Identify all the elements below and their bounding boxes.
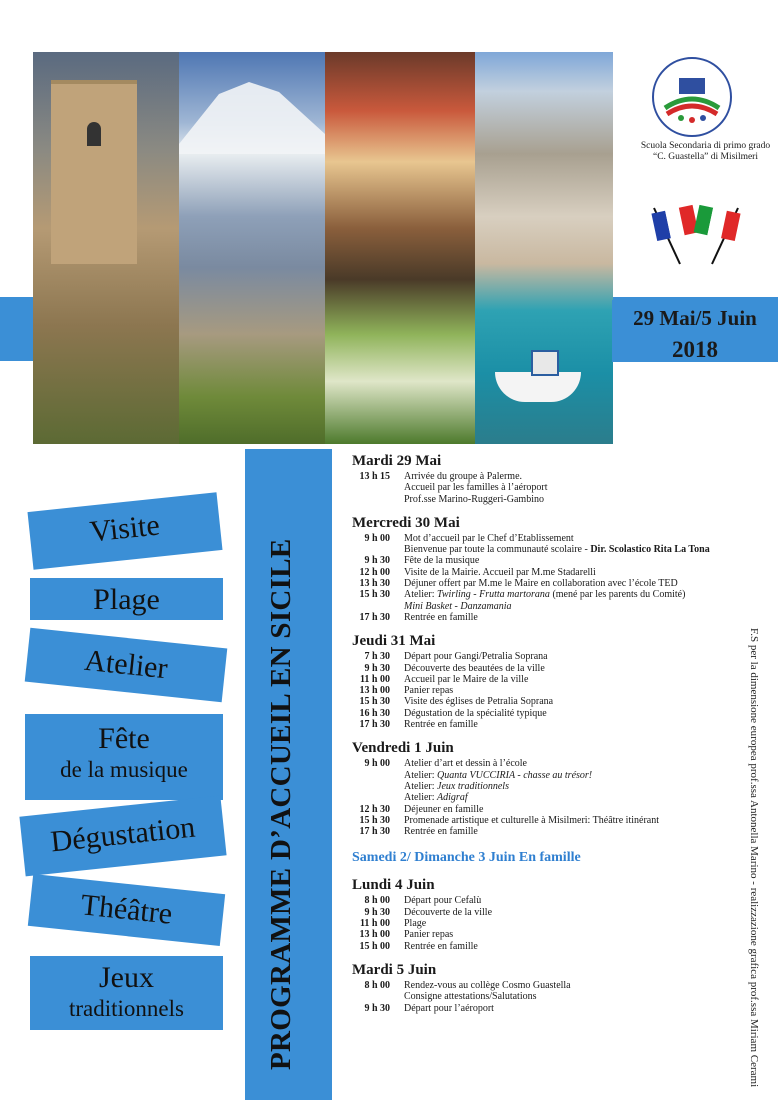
program-row: 16 h 30 Dégustation de la spécialité typique bbox=[359, 707, 547, 719]
day-title: Lundi 4 Juin bbox=[352, 877, 435, 894]
program-row: 9 h 30 Découverte des beautées de la ville bbox=[364, 662, 545, 674]
date-box bbox=[612, 300, 778, 362]
day-title: Jeudi 31 Mai bbox=[352, 633, 436, 650]
weekend-title: Samedi 2/ Dimanche 3 Juin En famille bbox=[352, 850, 581, 866]
program-row: 13 h 15 Arrivée du groupe à Palerme. bbox=[359, 471, 523, 482]
day-title: Vendredi 1 Juin bbox=[352, 740, 454, 757]
tag-visite: Visite bbox=[27, 492, 222, 570]
etna-photo bbox=[179, 52, 325, 444]
program-row: 9 h 30 Départ pour l’aéroport bbox=[364, 1002, 494, 1014]
program-row: Atelier: Adigraf bbox=[404, 792, 468, 804]
tag-degustation: Dégustation bbox=[19, 796, 226, 877]
program-row: 15 h 30 Promenade artistique et culturelle à Misilmeri: Théâtre itinérant bbox=[359, 814, 660, 826]
market-photo bbox=[325, 52, 475, 444]
program-row: Consigne attestations/Salutations bbox=[404, 991, 537, 1003]
program-row: 11 h 00 Plage bbox=[359, 918, 427, 930]
tag-jeux-big: Jeux bbox=[99, 961, 154, 994]
program-row: 12 h 00 Visite de la Mairie. Accueil par M.me Stadarelli bbox=[359, 566, 596, 578]
program-row: Atelier: Quanta VUCCIRIA - chasse au trésor! bbox=[404, 769, 593, 781]
program-row: 13 h 00 Panier repas bbox=[359, 685, 454, 697]
castle-photo bbox=[33, 52, 179, 444]
program-row: 9 h 00 Mot d’accueil par le Chef d’Etablissement bbox=[364, 532, 574, 544]
day-title: Mardi 5 Juin bbox=[352, 961, 437, 978]
mountain-shape bbox=[179, 74, 325, 154]
date-range: 29 Mai/5 Juin bbox=[633, 306, 757, 330]
program-row: 9 h 00 Atelier d’art et dessin à l’école bbox=[364, 758, 527, 770]
tag-jeux-small: traditionnels bbox=[69, 996, 184, 1021]
program-row: Atelier: Jeux traditionnels bbox=[404, 780, 509, 792]
tag-fete-small: de la musique bbox=[60, 757, 188, 782]
program-row: 17 h 30 Rentrée en famille bbox=[359, 826, 478, 838]
program-row: Prof.sse Marino-Ruggeri-Gambino bbox=[404, 493, 544, 505]
flags-icon bbox=[646, 202, 746, 266]
programme-title: PROGRAMME D’ACCUEIL EN SICILE bbox=[265, 538, 297, 1070]
program-row: Bienvenue par toute la communauté scolaire - Dir. Scolastico Rita La Tona bbox=[404, 544, 710, 556]
program-row: 9 h 30 Découverte de la ville bbox=[364, 906, 493, 918]
program-row: 17 h 30 Rentrée en famille bbox=[359, 719, 478, 731]
program-row: 8 h 00 Départ pour Cefalù bbox=[364, 895, 482, 907]
program-row: 7 h 30 Départ pour Gangi/Petralia Soprana bbox=[364, 651, 548, 663]
school-line-2: “C. Guastella” di Misilmeri bbox=[652, 152, 758, 162]
program-row: 15 h 30 Visite des églises de Petralia Soprana bbox=[359, 696, 554, 708]
program-row: Accueil par les familles à l’aéroport bbox=[404, 482, 548, 494]
tower-shape bbox=[51, 80, 137, 264]
tag-plage: Plage bbox=[30, 578, 223, 620]
programme bbox=[352, 452, 722, 1014]
school-logo bbox=[651, 56, 733, 138]
program-row: 15 h 00 Rentrée en famille bbox=[359, 940, 478, 952]
school-line-1: Scuola Secondaria di primo grado bbox=[640, 141, 771, 151]
tag-theatre: Théâtre bbox=[28, 874, 225, 946]
tag-fete-big: Fête bbox=[98, 722, 150, 755]
tag-fete bbox=[25, 714, 223, 800]
tag-atelier: Atelier bbox=[25, 628, 228, 702]
date-year: 2018 bbox=[672, 337, 718, 362]
photo-strip bbox=[33, 52, 613, 444]
school-name bbox=[633, 141, 778, 163]
tag-jeux bbox=[30, 956, 223, 1030]
credit-text: F.S per la dimensione europea prof.ssa Antonella Marino - realizzazione grafica prof.ssa Miriam Cerami bbox=[748, 628, 760, 1088]
cefalu-photo bbox=[475, 52, 613, 444]
day-title: Mercredi 30 Mai bbox=[352, 514, 460, 531]
day-title: Mardi 29 Mai bbox=[352, 453, 442, 469]
program-row: 8 h 00 Rendez-vous au collège Cosmo Guastella bbox=[364, 979, 571, 991]
boat-shape bbox=[495, 372, 581, 402]
program-row: 15 h 30 Atelier: Twirling - Frutta martorana (mené par les parents du Comité) bbox=[359, 589, 686, 601]
program-row: 13 h 00 Panier repas bbox=[359, 929, 454, 941]
program-row: 9 h 30 Fête de la musique bbox=[364, 555, 480, 567]
program-row: 13 h 30 Déjuner offert par M.me le Maire en collaboration avec l’école TED bbox=[359, 578, 678, 590]
program-row: 12 h 30 Déjeuner en famille bbox=[359, 803, 484, 815]
program-row: 17 h 30 Rentrée en famille bbox=[359, 611, 478, 623]
program-row: Mini Basket - Danzamania bbox=[404, 600, 512, 612]
program-row: 11 h 00 Accueil par le Maire de la ville bbox=[359, 673, 529, 685]
